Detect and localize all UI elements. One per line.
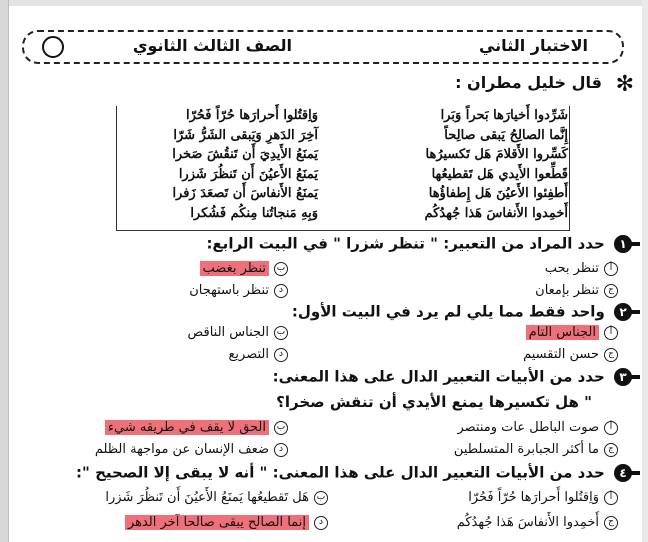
poem-line: إِنَّما الصالِحُ يَبقى صالِحاً: [444, 127, 568, 143]
poem-line: قَطِّعوا الأَيدي هَل تَقطيعُها: [431, 166, 568, 182]
option-1c[interactable]: جتنظر بإمعان: [535, 283, 618, 298]
option-4a[interactable]: أوَاِقتُلوا أَحرارَها حُرّاً فَحُرّا: [468, 490, 618, 505]
poem-line: أَخمِدوا الأَنفاسَ هَذا جُهدُكُم: [424, 205, 568, 221]
question-text: حدد من الأبيات التعبير الدال على هذا المعنى:: [272, 367, 605, 386]
option-2a[interactable]: أالجناس التام: [526, 325, 618, 340]
poem-line: يَمنَعُ الأَنفاسَ أَن تَصعَدَ زَفرا: [172, 186, 318, 201]
option-3a[interactable]: أصوت الباطل عات ومنتصر: [457, 420, 618, 435]
question-marker-tail: [630, 471, 640, 475]
question-marker-tail: [630, 242, 640, 246]
question-4: [76, 463, 640, 485]
poem-line: شَرِّدوا أَخيارَها بَحراً وَبَرا: [440, 108, 568, 123]
option-1b[interactable]: بتنظر بغضب: [200, 261, 288, 276]
option-1a[interactable]: أتنظر بحب: [545, 261, 618, 276]
window-frame-top: [0, 0, 648, 6]
poem-line: آخِرَ الدَهرِ وَيَبقى الشَرُّ شَرّا: [173, 127, 318, 143]
poem-right-column: [328, 106, 568, 223]
poem-line: وَبِهِ مَنجاتُنا مِنكُم فَشُكرا: [190, 205, 318, 221]
option-2d[interactable]: دالتصريع: [229, 347, 288, 362]
option-1d[interactable]: دتنظر باستهجان: [189, 283, 288, 298]
question-number: ٢: [614, 303, 632, 321]
question-3: [273, 367, 640, 389]
question-text: حدد من الأبيات التعبير الدال على هذا المعنى: " أنه لا يبقى إلا الصحيح ":: [76, 463, 605, 482]
highlighted-answer: تنظر بغضب: [200, 261, 269, 276]
option-3d[interactable]: دضعف الإنسان عن مواجهة الظلم: [95, 442, 288, 457]
option-4c[interactable]: جأَخمِدوا الأَنفاسَ هَذا جُهدُكُم: [457, 515, 618, 530]
highlighted-answer: الحق لا يقف في طريقه شيء: [105, 420, 269, 435]
question-marker-tail: [630, 310, 640, 314]
poem-line: كَسِّروا الأَقلامَ هَل تَكسيرُها: [425, 147, 568, 162]
question-1: [206, 234, 640, 256]
question-quote: " هل تكسيرها يمنع الأيدي أن تنقش صخرا؟: [276, 393, 592, 411]
option-3c[interactable]: جما أكثر الجبابرة المتسلطين: [454, 442, 618, 457]
exam-title: الاختبار الثاني: [478, 36, 588, 55]
poem-line: وَاِقتُلوا أَحرارَها حُرّاً فَحُرّا: [186, 108, 318, 123]
question-number: ١: [614, 235, 632, 253]
poem-line: يَمنَعُ الأَعيُنَ أَن تَنظُرَ شَزرا: [178, 166, 318, 182]
poem-line: أَطفِئوا الأَعيُنَ هَل إِطفاؤُها: [428, 186, 568, 201]
option-2b[interactable]: بالجناس الناقص: [188, 325, 288, 340]
question-number: ٤: [614, 464, 632, 482]
option-2c[interactable]: جحسن التقسيم: [523, 347, 618, 362]
highlighted-answer: إنما الصالح يبقى صالحا آخر الدهر: [125, 515, 309, 530]
grade-label: الصف الثالث الثانوي: [132, 36, 292, 55]
question-text: واحد فقط مما يلي لم يرد في البيت الأول:: [291, 302, 605, 321]
option-4d[interactable]: دإنما الصالح يبقى صالحا آخر الدهر: [125, 515, 328, 530]
question-2: [292, 302, 640, 324]
window-frame-left: [0, 0, 9, 542]
score-circle: [42, 36, 64, 58]
option-4b[interactable]: بهَل تَقطيعُها يَمنَعُ الأَعيُنَ أَن تَنظُرَ شَزرا: [105, 490, 328, 505]
poem-line: يَمنَعُ الأَيدِيَ أَن تَنقُشَ صَخرا: [172, 147, 318, 162]
question-text: حدد المراد من التعبير: " تنظر شزرا " في البيت الرابع:: [206, 234, 605, 253]
question-marker-tail: [630, 375, 640, 379]
poem-left-column: [78, 106, 318, 223]
asterisk-icon: ✻: [615, 72, 634, 97]
question-number: ٣: [614, 368, 632, 386]
intro-text: قال خليل مطران :: [455, 73, 602, 92]
exam-header: [22, 30, 624, 64]
window-frame-right: [642, 0, 648, 542]
highlighted-answer: الجناس التام: [526, 325, 599, 340]
option-3b[interactable]: بالحق لا يقف في طريقه شيء: [105, 420, 288, 435]
